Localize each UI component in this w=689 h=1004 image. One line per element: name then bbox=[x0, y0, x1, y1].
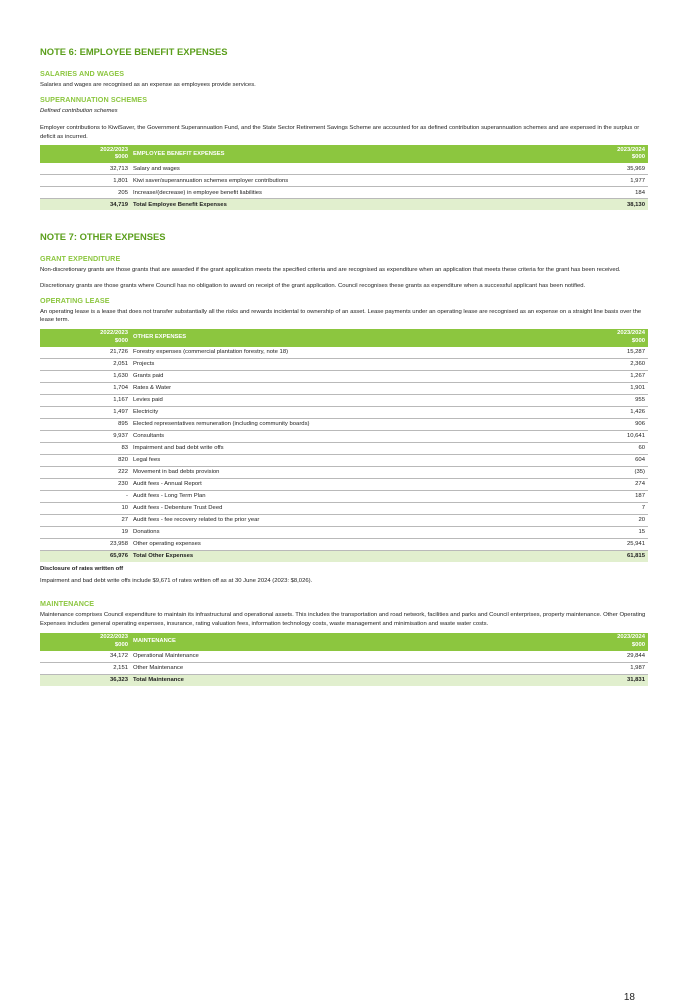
operating-lease-heading: OPERATING LEASE bbox=[40, 295, 110, 305]
maintenance-heading: MAINTENANCE bbox=[40, 599, 95, 609]
superannuation-heading: SUPERANNUATION SCHEMES bbox=[40, 94, 148, 104]
page-number: 18 bbox=[623, 992, 635, 1003]
other-expenses-table bbox=[40, 329, 648, 562]
table-row: 230 Audit fees - Annual Report 274 bbox=[40, 478, 648, 490]
table-row: - Audit fees - Long Term Plan 187 bbox=[40, 490, 648, 502]
table-row: 205 Increase/(decrease) in employee benefit liabilities 184 bbox=[40, 187, 648, 199]
current-year-header: 2023/2024 $000 bbox=[545, 329, 648, 347]
table-row: 83 Impairment and bad debt write offs 60 bbox=[40, 442, 648, 454]
table-header bbox=[40, 633, 648, 651]
total-row: 36,323 Total Maintenance 31,831 bbox=[40, 674, 648, 686]
table-row: 1,704 Rates & Water 1,901 bbox=[40, 382, 648, 394]
prior-year-header: 2022/2023 $000 bbox=[40, 633, 130, 651]
superannuation-subheading: Defined contribution schemes bbox=[40, 107, 118, 114]
grant-text-1: Non-discretionary grants are those grants that are awarded if the grant application meets the specified criteria and are recognised as expenditure when an application that meets these criteria for the grant has been received. bbox=[40, 267, 621, 274]
grant-text-2: Discretionary grants are those grants where Council has no obligation to award on receipt of the grant application. Council recognises these grants as expenditure when a successful applicant has been notified. bbox=[40, 282, 586, 289]
total-row: 34,719 Total Employee Benefit Expenses 38,130 bbox=[40, 199, 648, 211]
superannuation-text: Employer contributions to KiwiSaver, the Government Superannuation Fund, and the State Sector Retirement Savings Scheme are accounted for as defined contribution superannuation schemes and are expensed in the surplus or deficit as incurred. bbox=[40, 125, 640, 140]
prior-year-header: 2022/2023 $000 bbox=[40, 329, 130, 347]
prior-year-header: 2022/2023 $000 bbox=[40, 145, 130, 163]
total-row: 65,976 Total Other Expenses 61,815 bbox=[40, 550, 648, 562]
description-header: OTHER EXPENSES bbox=[130, 329, 545, 347]
table-row: 820 Legal fees 604 bbox=[40, 454, 648, 466]
table-row: 21,726 Forestry expenses (commercial plantation forestry, note 18) 15,287 bbox=[40, 347, 648, 359]
table-header bbox=[40, 329, 648, 347]
maintenance-table bbox=[40, 633, 648, 686]
note-6-title: NOTE 6: EMPLOYEE BENEFIT EXPENSES bbox=[40, 46, 228, 57]
employee-benefit-table bbox=[40, 145, 648, 210]
table-row: 9,937 Consultants 10,641 bbox=[40, 430, 648, 442]
grant-heading: GRANT EXPENDITURE bbox=[40, 254, 121, 264]
current-year-header: 2023/2024 $000 bbox=[545, 633, 648, 651]
table-row: 34,172 Operational Maintenance 29,844 bbox=[40, 651, 648, 663]
page-content bbox=[40, 46, 648, 686]
disclosure-text: Impairment and bad debt write offs include $9,671 of rates written off as at 30 June 2024 (2023: $8,026). bbox=[40, 577, 313, 584]
maintenance-text: Maintenance comprises Council expenditure to maintain its infrastructural and operational assets. This includes the transportation and road network, facilities and parks and Council enterprises, property maintenance. Other Operating Expenses includes general operating expenses, insurance, rating valuation fees, information technology costs, waste management and minimisation and waste water costs. bbox=[40, 612, 646, 627]
table-row: 1,801 Kiwi saver/superannuation schemes employer contributions 1,977 bbox=[40, 175, 648, 187]
operating-lease-text: An operating lease is a lease that does not transfer substantially all the risks and rewards incidental to ownership of an asset. Lease payments under an operating lease are recognised as an expense on a straight line basis over the lease term. bbox=[40, 308, 642, 324]
current-year-header: 2023/2024 $000 bbox=[545, 145, 648, 163]
table-row: 27 Audit fees - fee recovery related to the prior year 20 bbox=[40, 514, 648, 526]
table-row: 1,167 Levies paid 955 bbox=[40, 394, 648, 406]
salaries-text: Salaries and wages are recognised as an expense as employees provide services. bbox=[40, 82, 256, 88]
table-row: 19 Donations 15 bbox=[40, 526, 648, 538]
table-row: 1,497 Electricity 1,426 bbox=[40, 406, 648, 418]
salaries-heading: SALARIES AND WAGES bbox=[40, 69, 125, 78]
description-header: MAINTENANCE bbox=[130, 633, 545, 651]
table-row: 222 Movement in bad debts provision (35) bbox=[40, 466, 648, 478]
table-row: 10 Audit fees - Debenture Trust Deed 7 bbox=[40, 502, 648, 514]
table-header bbox=[40, 145, 648, 163]
description-header: EMPLOYEE BENEFIT EXPENSES bbox=[130, 145, 545, 163]
table-row: 2,151 Other Maintenance 1,987 bbox=[40, 662, 648, 674]
table-row: 2,051 Projects 2,360 bbox=[40, 358, 648, 370]
disclosure-heading: Disclosure of rates written off bbox=[40, 565, 124, 572]
table-row: 32,713 Salary and wages 35,969 bbox=[40, 163, 648, 175]
table-row: 1,630 Grants paid 1,267 bbox=[40, 370, 648, 382]
table-row: 23,958 Other operating expenses 25,941 bbox=[40, 538, 648, 550]
table-row: 895 Elected representatives remuneration (including community boards) 906 bbox=[40, 418, 648, 430]
note-7-title: NOTE 7: OTHER EXPENSES bbox=[40, 231, 166, 243]
